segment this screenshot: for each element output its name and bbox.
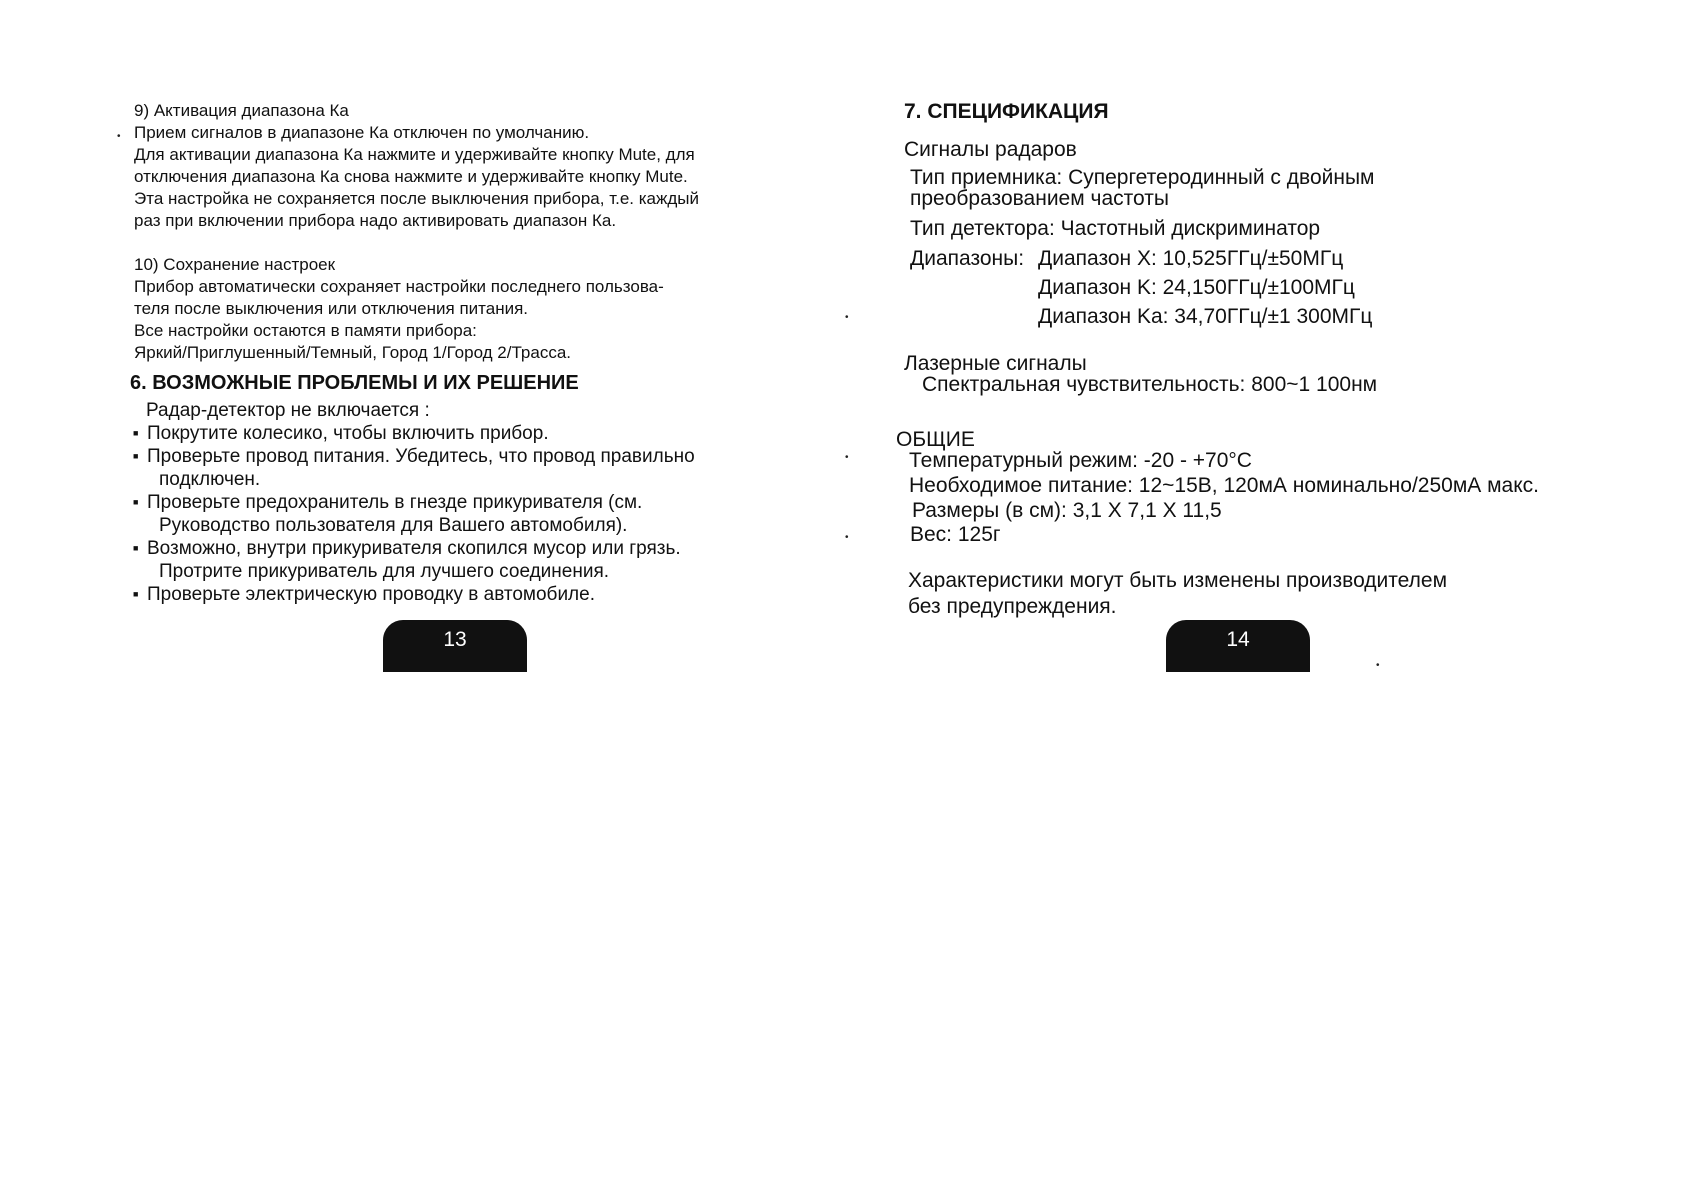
receiver-type-continuation: преобразованием частоты (910, 187, 1169, 210)
temperature-range: Температурный режим: -20 - +70°C (909, 449, 1252, 472)
list-item-text: Возможно, внутри прикуривателя скопился мусор или грязь. (147, 538, 681, 559)
scan-speck: • (845, 312, 849, 323)
weight: Вес: 125г (910, 523, 1001, 546)
list-item (133, 537, 695, 583)
section-9-line: Для активации диапазона Ка нажмите и удерживайте кнопку Mute, для (134, 145, 695, 164)
troubleshooting-heading: 6. ВОЗМОЖНЫЕ ПРОБЛЕМЫ И ИХ РЕШЕНИЕ (130, 372, 579, 394)
scan-speck: • (117, 131, 121, 142)
troubleshooting-intro: Радар-детектор не включается : (146, 400, 430, 421)
list-item (133, 491, 695, 537)
receiver-type: Тип приемника: Супергетеродинный с двойным (910, 166, 1375, 189)
left-page (0, 0, 842, 700)
list-item-continuation: Протрите прикуриватель для лучшего соединения. (159, 561, 610, 582)
specification-heading: 7. СПЕЦИФИКАЦИЯ (904, 100, 1109, 123)
right-page (842, 0, 1684, 700)
troubleshooting-list (133, 422, 695, 606)
dimensions: Размеры (в см): 3,1 X 7,1 X 11,5 (912, 499, 1222, 522)
band-ka: Диапазон Ka: 34,70ГГц/±1 300МГц (1038, 305, 1373, 328)
band-k: Диапазон K: 24,150ГГц/±100МГц (1038, 276, 1355, 299)
list-item-text: Покрутите колесико, чтобы включить прибор. (147, 423, 549, 444)
scan-speck: • (845, 532, 849, 543)
section-9-title: 9) Активация диапазона Ка (134, 101, 349, 120)
notice-line: Характеристики могут быть изменены производителем (908, 569, 1448, 592)
section-9-line: раз при включении прибора надо активировать диапазон Ка. (134, 211, 617, 230)
section-10-settings-save (134, 254, 664, 364)
section-9-line: Эта настройка не сохраняется после выключения прибора, т.е. каждый (134, 189, 700, 208)
list-item-text: Проверьте предохранитель в гнезде прикуривателя (см. (147, 492, 643, 513)
band-x: Диапазон X: 10,525ГГц/±50МГц (1038, 247, 1344, 270)
list-item (133, 583, 695, 606)
section-10-line: теля после выключения или отключения питания. (134, 299, 529, 318)
list-item (133, 422, 695, 445)
scan-speck: • (1376, 660, 1380, 671)
general-title: ОБЩИЕ (896, 428, 975, 451)
section-9-line: Прием сигналов в диапазоне Ка отключен по умолчанию. (134, 123, 590, 142)
bands-label: Диапазоны: (910, 247, 1025, 270)
list-item-continuation: подключен. (159, 469, 261, 490)
section-10-line: Все настройки остаются в памяти прибора: (134, 321, 477, 340)
scan-speck: • (845, 452, 849, 463)
list-item-continuation: Руководство пользователя для Вашего автомобиля). (159, 515, 628, 536)
page-number-13: 13 (383, 620, 527, 672)
list-item-text: Проверьте электрическую проводку в автомобиле. (147, 584, 595, 605)
radar-signals-title: Сигналы радаров (904, 138, 1077, 161)
section-9-line: отключения диапазона Ка снова нажмите и удерживайте кнопку Mute. (134, 167, 688, 186)
laser-signals-title: Лазерные сигналы (904, 352, 1087, 375)
page-number-14: 14 (1166, 620, 1310, 672)
list-item-text: Проверьте провод питания. Убедитесь, что провод правильно (147, 446, 695, 467)
section-10-line: Яркий/Приглушенный/Темный, Город 1/Город 2/Трасса. (134, 343, 572, 362)
detector-type: Тип детектора: Частотный дискриминатор (910, 217, 1321, 240)
spectral-sensitivity: Спектральная чувствительность: 800~1 100нм (922, 373, 1378, 396)
list-item (133, 445, 695, 491)
section-10-line: Прибор автоматически сохраняет настройки последнего пользова- (134, 277, 664, 296)
section-9-ka-activation (134, 100, 699, 232)
power-requirement: Необходимое питание: 12~15В, 120мА номинально/250мА макс. (909, 474, 1539, 497)
notice-line-continuation: без предупреждения. (908, 595, 1117, 618)
section-10-title: 10) Сохранение настроек (134, 255, 336, 274)
